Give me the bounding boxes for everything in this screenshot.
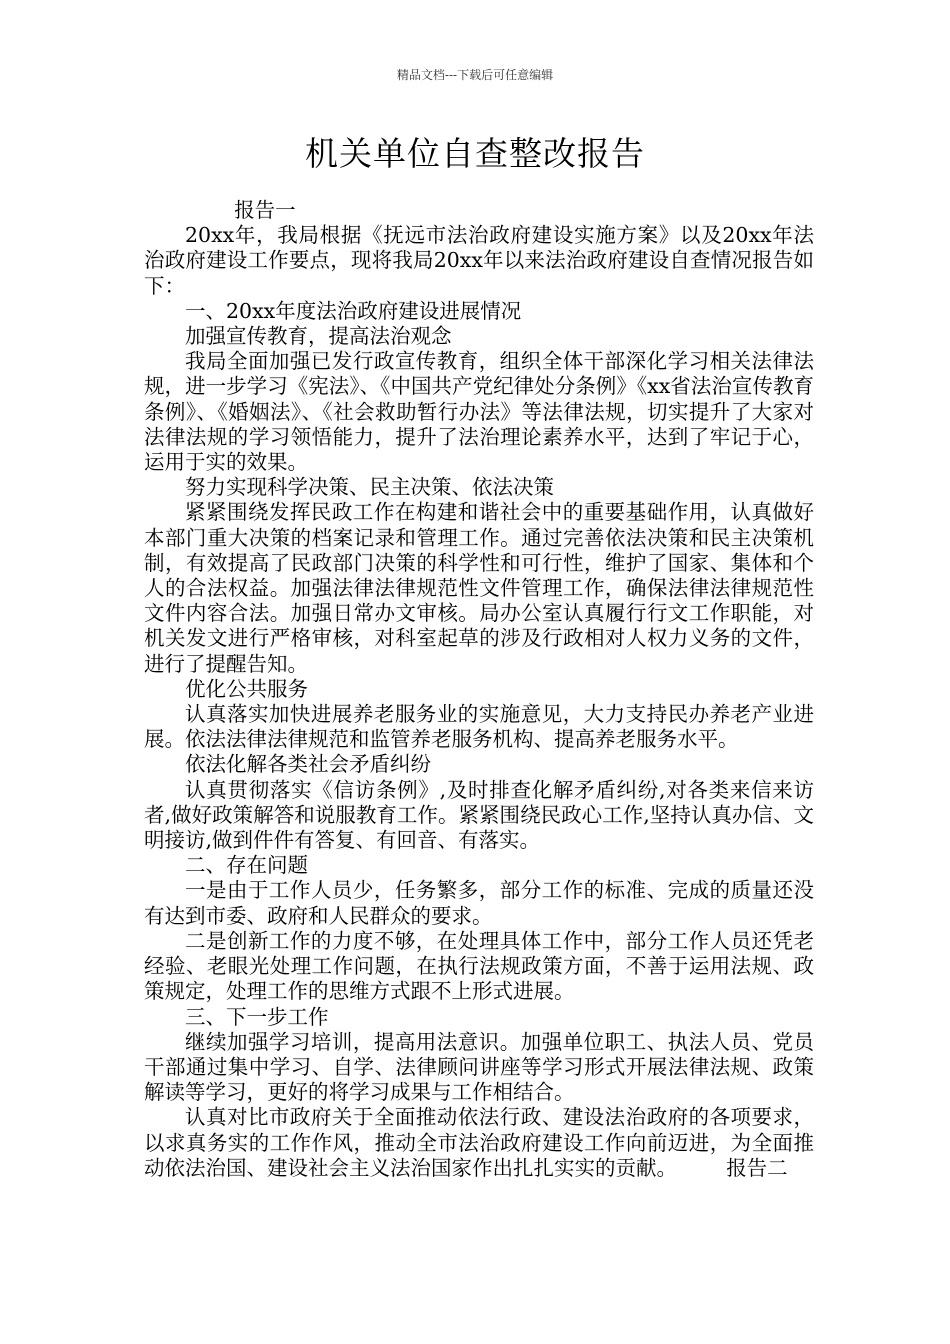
header-note: 精品文档---下载后可任意编辑 <box>396 68 554 82</box>
paragraph-next-step-one: 继续加强学习培训，提高用法意识。加强单位职工、执法人员、党员干部通过集中学习、自学、法律顾问讲座等学习形式开展法律法规、政策解读等学习，更好的将学习成果与工作相结合。 <box>144 1029 814 1105</box>
paragraph-disputes: 认真贯彻落实《信访条例》,及时排查化解矛盾纠纷,对各类来信来访者,做好政策解答和说服教育工作。紧紧围绕民政心工作,坚持认真办信、文明接访,做到件件有答复、有回音、有落实。 <box>144 777 814 853</box>
document-body <box>144 198 814 1181</box>
report-two-label: 报告二 <box>726 1155 788 1180</box>
section-heading-next-steps: 三、下一步工作 <box>185 1004 329 1029</box>
paragraph-public-service: 认真落实加快进展养老服务业的实施意见，大力支持民办养老产业进展。依法法律法律规范和监管养老服务机构、提高养老服务水平。 <box>144 702 814 752</box>
section-heading-problems: 二、存在问题 <box>185 853 308 878</box>
subheading-disputes: 依法化解各类社会矛盾纠纷 <box>185 752 431 777</box>
document-title: 机关单位自查整改报告 <box>305 134 645 173</box>
paragraph-next-step-two <box>144 1105 814 1181</box>
paragraph-intro: 20xx年，我局根据《抚远市法治政府建设实施方案》以及20xx年法治政府建设工作要点，现将我局20xx年以来法治政府建设自查情况报告如下： <box>144 223 814 298</box>
paragraph-decision: 紧紧围绕发挥民政工作在构建和谐社会中的重要基础作用，认真做好本部门重大决策的档案记录和管理工作。通过完善依法决策和民主决策机制，有效提高了民政部门决策的科学性和可行性，维护了国家、集体和个人的合法权益。加强法律法律规范性文件管理工作，确保法律法律规范性文件内容合法。加强日常办文审核。局办公室认真履行行文工作职能，对机关发文进行严格审核，对科室起草的涉及行政相对人权力义务的文件，进行了提醒告知。 <box>144 500 814 676</box>
paragraph-education: 我局全面加强已发行政宣传教育，组织全体干部深化学习相关法律法规，进一步学习《宪法》、《中国共产党纪律处分条例》《xx省法治宣传教育条例》、《婚姻法》、《社会救助暂行办法》等法律法规，切实提升了大家对法律法规的学习领悟能力，提升了法治理论素养水平，达到了牢记于心，运用于实的效果。 <box>144 349 814 475</box>
section-heading-progress: 一、20xx年度法治政府建设进展情况 <box>185 298 522 323</box>
subheading-public-service: 优化公共服务 <box>185 676 308 701</box>
paragraph-next-step-two-text: 认真对比市政府关于全面推动依法行政、建设法治政府的各项要求，以求真务实的工作作风，推动全市法治政府建设工作向前迈进，为全面推动依法治国、建设社会主义法治国家作出扎扎实实的贡献。 <box>144 1105 814 1180</box>
paragraph-problem-one: 一是由于工作人员少，任务繁多，部分工作的标准、完成的质量还没有达到市委、政府和人民群众的要求。 <box>144 878 814 928</box>
paragraph-problem-two: 二是创新工作的力度不够，在处理具体工作中，部分工作人员还凭老经验、老眼光处理工作问题，在执行法规政策方面，不善于运用法规、政策规定，处理工作的思维方式跟不上形式进展。 <box>144 928 814 1004</box>
report-one-label: 报告一 <box>234 198 296 222</box>
subheading-decision: 努力实现科学决策、民主决策、依法决策 <box>185 475 554 500</box>
subheading-education: 加强宣传教育，提高法治观念 <box>185 324 452 349</box>
